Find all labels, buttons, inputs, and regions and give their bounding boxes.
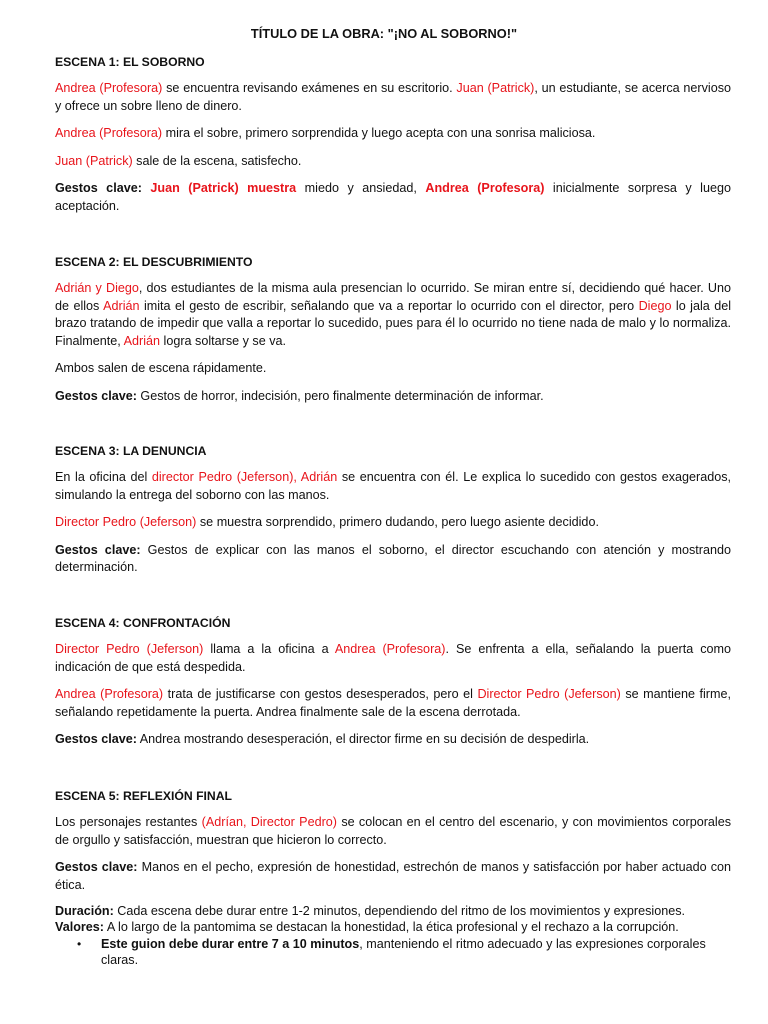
scene-3 [55, 443, 731, 577]
scene-paragraph [55, 388, 731, 406]
body-text: Manos en el pecho, expresión de honestidad, estrechón de manos y satisfacción por haber actuado con ética. [55, 860, 731, 892]
character-name: Andrea (Profesora) [55, 687, 164, 702]
bullet-icon: • [77, 936, 82, 951]
scene-paragraph [55, 80, 731, 115]
scene-paragraph [55, 180, 731, 215]
body-text: logra soltarse y se va. [160, 333, 287, 348]
duration-label: Duración: [55, 904, 114, 918]
body-text: Ambos salen de escena rápidamente. [55, 361, 267, 376]
character-name: Andrea (Profesora) [334, 642, 446, 656]
character-name: Diego [638, 298, 672, 313]
bullet-bold-text: Este guion debe durar entre 7 a 10 minutos [101, 936, 360, 951]
body-text: se encuentra con él. Le explica lo sucedido con gestos exagerados, simulando la entrega del soborno con las manos. [55, 470, 732, 502]
body-text: inicialmente sorpresa y luego aceptación. [55, 181, 731, 213]
character-name: Adrián [103, 298, 140, 313]
character-name: Juan (Patrick) [456, 81, 535, 95]
values-line [55, 919, 731, 935]
values-text: A lo largo de la pantomima se destacan la honestidad, la ética profesional y el rechazo a la corrupción. [104, 920, 679, 935]
document-title: TÍTULO DE LA OBRA: "¡NO AL SOBORNO!" [250, 26, 518, 41]
scene-paragraph [55, 280, 731, 350]
scene-paragraph [55, 859, 731, 894]
body-text: trata de justificarse con gestos desesperados, pero el [163, 687, 478, 702]
body-text: mira el sobre, primero sorprendida y luego acepta con una sonrisa maliciosa. [162, 126, 596, 141]
scene-heading: ESCENA 4: CONFRONTACIÓN [55, 616, 231, 630]
body-text: se encuentra revisando exámenes en su escritorio. [162, 81, 457, 95]
scene-paragraph [55, 641, 731, 676]
scene-paragraph [55, 686, 731, 721]
scene-1 [55, 54, 731, 216]
scene-heading: ESCENA 1: EL SOBORNO [55, 55, 205, 69]
character-name: Adrián [123, 333, 161, 348]
body-text: se colocan en el centro del escenario, y con movimientos corporales de orgullo y satisfacción, muestran que hicieron lo correcto. [55, 815, 731, 847]
scene-paragraph [55, 514, 731, 532]
body-text: se mantiene firme, señalando repetidamente la puerta. Andrea finalmente sale de la escena derrotada. [55, 687, 731, 719]
label-text: Gestos clave: [55, 542, 141, 557]
label-text: Gestos clave: [55, 181, 151, 196]
bullet-item [55, 936, 731, 969]
character-name: Adrián y Diego [55, 281, 139, 295]
character-name: Juan (Patrick) muestra [150, 181, 297, 196]
scene-heading: ESCENA 5: REFLEXIÓN FINAL [55, 789, 232, 803]
body-text: , dos estudiantes de la misma aula presencian lo ocurrido. Se miran entre sí, decidiendo qué hacer. Uno de ellos [55, 281, 731, 313]
scene-heading: ESCENA 3: LA DENUNCIA [55, 444, 207, 458]
label-text: Gestos clave: [55, 860, 138, 875]
values-label: Valores: [55, 920, 105, 935]
label-text: Gestos clave: [55, 732, 137, 747]
scene-paragraph [55, 360, 731, 378]
body-text: , un estudiante, se acerca nervioso y ofrece un sobre lleno de dinero. [55, 81, 731, 113]
duration-line [55, 903, 731, 919]
scene-2 [55, 254, 731, 406]
character-name: director Pedro (Jeferson), Adrián [151, 470, 338, 484]
body-text: Gestos de explicar con las manos el soborno, el director escuchando con atención y mostrando determinación. [55, 542, 732, 575]
body-text: sale de la escena, satisfecho. [132, 153, 302, 168]
character-name: (Adrían, Director Pedro) [201, 815, 337, 829]
character-name: Andrea (Profesora) [425, 181, 545, 196]
character-name: Andrea (Profesora) [55, 81, 163, 95]
character-name: Juan (Patrick) [55, 153, 133, 168]
body-text: lo jala del brazo tratando de impedir que valla a reportar lo sucedido, pues para él lo ocurrido no tiene nada de malo y lo normaliza. Finalmente, [55, 298, 732, 348]
body-text: En la oficina del [55, 470, 152, 484]
character-name: Director Pedro (Jeferson) [55, 515, 197, 530]
character-name: Director Pedro (Jeferson) [477, 687, 621, 702]
body-text: se muestra sorprendido, primero dudando, pero luego asiente decidido. [196, 515, 599, 530]
body-text: Andrea mostrando desesperación, el director firme en su decisión de despedirla. [136, 732, 590, 747]
body-text: imita el gesto de escribir, señalando que va a reportar lo ocurrido con el director, pero [139, 298, 639, 313]
body-text: Los personajes restantes [55, 815, 202, 829]
character-name: Director Pedro (Jeferson) [55, 642, 204, 656]
bullet-text: , manteniendo el ritmo adecuado y las expresiones corporales claras. [101, 936, 706, 968]
scene-paragraph [55, 469, 731, 504]
scene-paragraph [55, 731, 731, 749]
scene-5 [55, 788, 731, 894]
character-name: Andrea (Profesora) [55, 126, 163, 141]
body-text: llama a la oficina a [203, 642, 335, 656]
scene-heading: ESCENA 2: EL DESCUBRIMIENTO [55, 255, 253, 269]
body-text: Gestos de horror, indecisión, pero finalmente determinación de informar. [136, 388, 544, 403]
scene-4 [55, 615, 731, 749]
scene-paragraph [55, 125, 731, 143]
scene-paragraph [55, 814, 731, 849]
body-text: . Se enfrenta a ella, señalando la puerta como indicación de que está despedida. [55, 642, 731, 674]
scene-paragraph [55, 153, 731, 171]
footer-notes [55, 903, 731, 969]
label-text: Gestos clave: [55, 388, 137, 403]
duration-text: Cada escena debe durar entre 1-2 minutos, dependiendo del ritmo de los movimientos y expresiones. [113, 904, 686, 918]
body-text: miedo y ansiedad, [296, 181, 426, 196]
scene-paragraph [55, 542, 731, 577]
